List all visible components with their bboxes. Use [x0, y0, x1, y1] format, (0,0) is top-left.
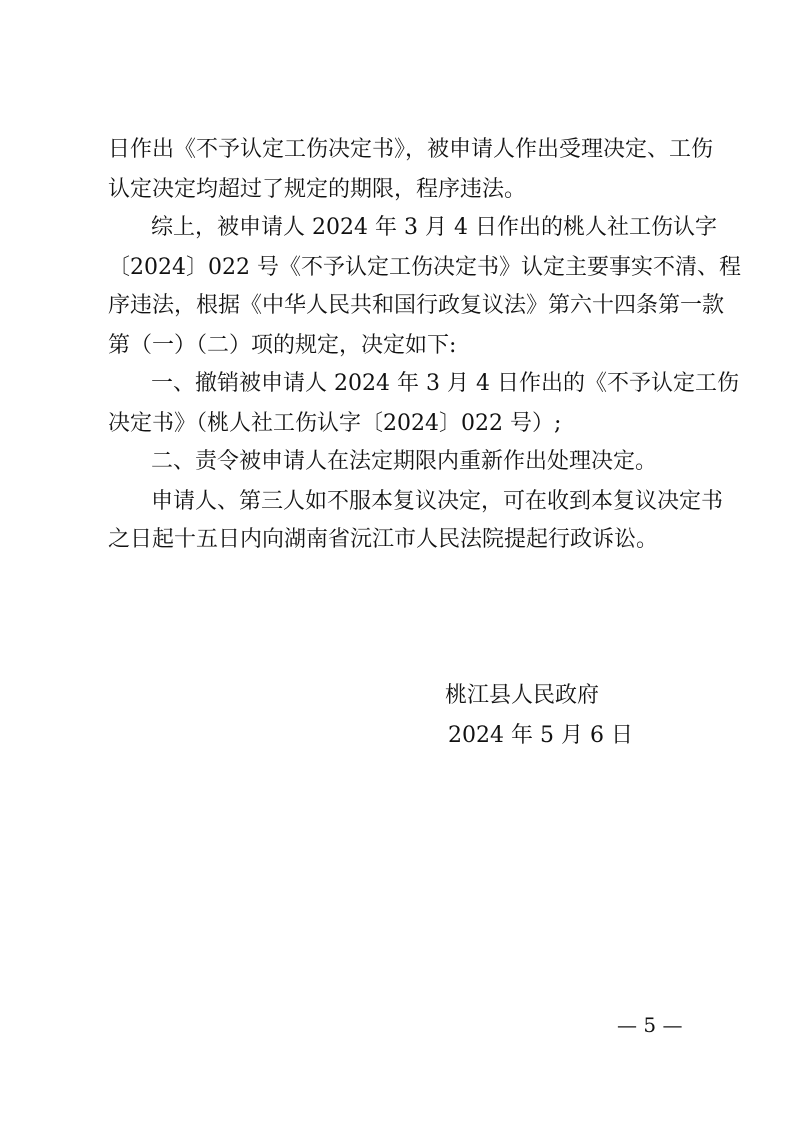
page-number: — 5 —	[617, 1013, 683, 1037]
signature-organization: 桃江县人民政府	[445, 683, 600, 708]
body-line-6: 第（一）（二）项的规定，决定如下:	[108, 333, 457, 358]
body-line-4: 〔2024〕022 号《不予认定工伤决定书》认定主要事实不清、程	[108, 255, 741, 280]
body-line-3: 综上，被申请人 2024 年 3 月 4 日作出的桃人社工伤认字	[151, 215, 717, 240]
body-line-1: 日作出《不予认定工伤决定书》，被申请人作出受理决定、工伤	[108, 137, 714, 162]
body-line-9: 二、责令被申请人在法定期限内重新作出处理决定。	[151, 449, 658, 474]
body-line-5: 序违法，根据《中华人民共和国行政复议法》第六十四条第一款	[108, 293, 725, 318]
signature-date: 2024 年 5 月 6 日	[448, 723, 633, 748]
body-line-8: 决定书》（桃人社工伤认字〔2024〕022 号）;	[108, 411, 562, 436]
body-line-2: 认定决定均超过了规定的期限，程序违法。	[108, 177, 527, 202]
body-line-7: 一、撤销被申请人 2024 年 3 月 4 日作出的《不予认定工伤	[151, 371, 739, 396]
body-line-11: 之日起十五日内向湖南省沅江市人民法院提起行政诉讼。	[108, 527, 659, 552]
body-line-10: 申请人、第三人如不服本复议决定，可在收到本复议决定书	[151, 489, 724, 514]
